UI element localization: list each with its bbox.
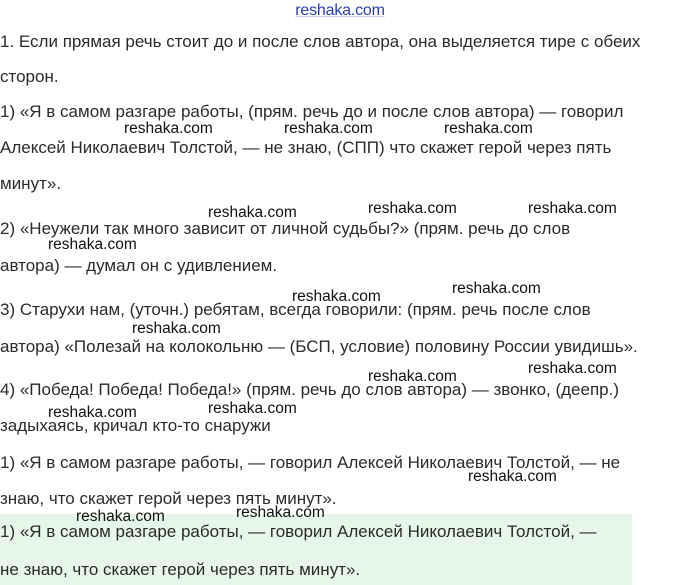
site-header-link[interactable]: reshaka.com <box>295 2 385 19</box>
watermark: reshaka.com <box>292 288 381 305</box>
watermark: reshaka.com <box>208 400 297 417</box>
watermark: reshaka.com <box>368 368 457 385</box>
example-3-line-1: 3) Старухи нам, (уточн.) ребятам, всегда говорили: (прям. речь после слов <box>0 300 591 319</box>
highlighted-line-1: 1) «Я в самом разгаре работы, — говорил Алексей Николаевич Толстой, — <box>0 522 597 541</box>
watermark: reshaka.com <box>528 200 617 217</box>
watermark: reshaka.com <box>132 320 221 337</box>
watermark: reshaka.com <box>124 120 213 137</box>
watermark: reshaka.com <box>76 508 165 525</box>
example-1-line-2: Алексей Николаевич Толстой, — не знаю, (СПП) что скажет герой через пять <box>0 138 612 157</box>
watermark: reshaka.com <box>368 200 457 217</box>
watermark: reshaka.com <box>48 404 137 421</box>
watermark: reshaka.com <box>48 236 137 253</box>
example-3-line-2: автора) «Полезай на колокольню — (БСП, условие) половину России увидишь». <box>0 337 638 356</box>
example-5-line-2: знаю, что скажет герой через пять минут». <box>0 489 337 508</box>
watermark: reshaka.com <box>444 120 533 137</box>
watermark: reshaka.com <box>236 504 325 521</box>
watermark: reshaka.com <box>284 120 373 137</box>
example-4-line-1: 4) «Победа! Победа! Победа!» (прям. речь до слов автора) — звонко, (деепр.) <box>0 380 619 399</box>
example-4-line-2: задыхаясь, кричал кто-то снаружи <box>0 416 271 435</box>
watermark: reshaka.com <box>208 204 297 221</box>
example-2-line-2: автора) — думал он с удивлением. <box>0 256 278 275</box>
example-2-line-1: 2) «Неужели так много зависит от личной судьбы?» (прям. речь до слов <box>0 219 571 238</box>
example-5-line-1: 1) «Я в самом разгаре работы, — говорил Алексей Николаевич Толстой, — не <box>0 453 621 472</box>
watermark: reshaka.com <box>468 468 557 485</box>
example-1-line-1: 1) «Я в самом разгаре работы, (прям. речь до и после слов автора) — говорил <box>0 102 624 121</box>
example-1-line-3: минут». <box>0 174 62 193</box>
rule-line-1: 1. Если прямая речь стоит до и после слов автора, она выделяется тире с обеих <box>0 32 641 51</box>
watermark: reshaka.com <box>528 360 617 377</box>
watermark: reshaka.com <box>452 280 541 297</box>
highlighted-line-2: не знаю, что скажет герой через пять минут». <box>0 560 361 579</box>
rule-line-2: сторон. <box>0 67 59 86</box>
